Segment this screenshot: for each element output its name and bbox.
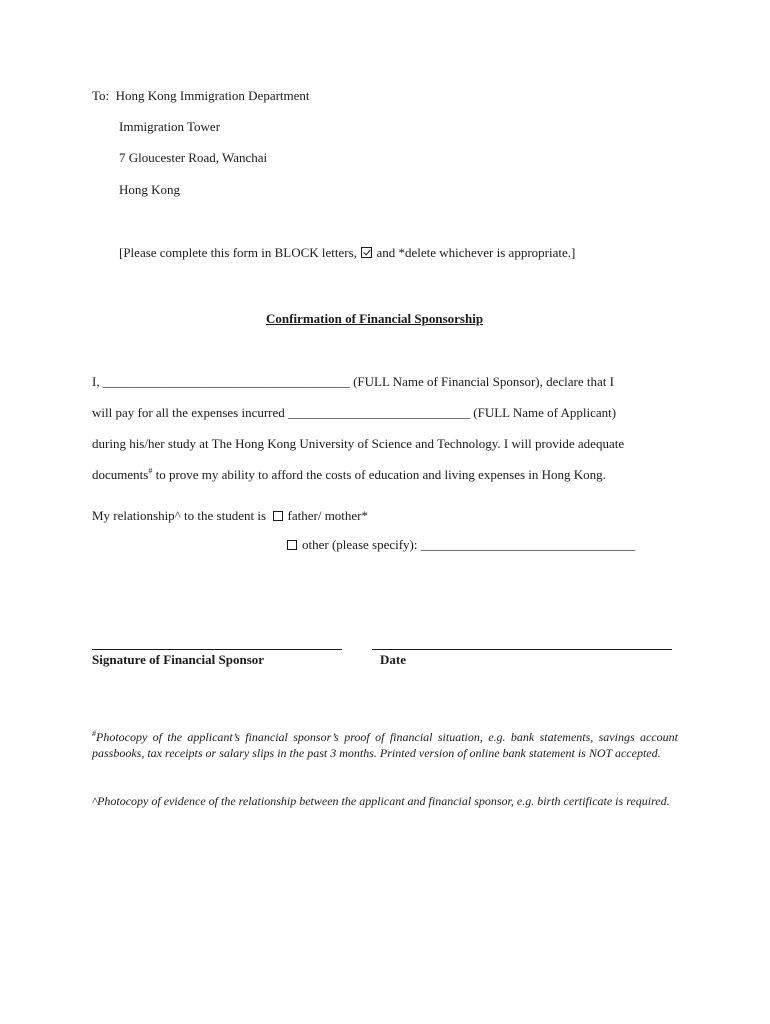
relationship-other-row <box>287 537 635 553</box>
signature-label: Signature of Financial Sponsor <box>92 652 265 667</box>
body-line-applicant: will pay for all the expenses incurred ____________________________ (FULL Name of Applicant) <box>92 405 617 420</box>
relationship-label: My relationship^ to the student is <box>92 508 267 523</box>
form-instruction <box>119 245 575 261</box>
option-father-mother-label: father/ mother* <box>287 508 369 523</box>
address-line-city: Hong Kong <box>119 182 181 197</box>
address-line-road: 7 Gloucester Road, Wanchai <box>119 150 268 165</box>
body-line-study: during his/her study at The Hong Kong University of Science and Technology. I will provide adequate <box>92 436 625 451</box>
option-other-label: other (please specify): _________________________________ <box>302 537 636 552</box>
signature-line[interactable] <box>92 649 342 650</box>
to-label: To: <box>92 88 110 103</box>
relationship-row <box>92 508 368 524</box>
hash-marker: # <box>148 466 153 476</box>
body-line-sponsor: I, ______________________________________ (FULL Name of Financial Sponsor), declare that I <box>92 374 614 389</box>
address-to <box>92 88 310 104</box>
footnote-relationship-proof: ^Photocopy of evidence of the relationship between the applicant and financial sponsor, e.g. birth certificate is required. <box>92 794 670 808</box>
instruction-text-after: and *delete whichever is appropriate.] <box>376 245 576 260</box>
footnote-hash-marker: # <box>92 729 96 738</box>
footnote-financial-proof-text: Photocopy of the applicant’s financial sponsor’s proof of financial situation, e.g. bank statements, savings account passbooks, tax receipts or salary slips in the past 3 months. Printed version of online bank statement is NOT accepted. <box>92 730 678 760</box>
address-line-department: Hong Kong Immigration Department <box>115 88 310 103</box>
checkbox-father-mother[interactable] <box>273 511 283 521</box>
checked-box-icon <box>361 247 372 258</box>
checkbox-other[interactable] <box>287 540 297 550</box>
date-label: Date <box>380 652 406 667</box>
address-line-tower: Immigration Tower <box>119 119 221 134</box>
instruction-text-before: [Please complete this form in BLOCK letters, <box>119 245 357 260</box>
document-title: Confirmation of Financial Sponsorship <box>266 311 484 326</box>
date-line[interactable] <box>372 649 672 650</box>
body-line-documents <box>92 467 606 483</box>
footnote-financial-proof <box>92 729 678 761</box>
documents-word: documents <box>92 467 149 482</box>
documents-rest: to prove my ability to afford the costs of education and living expenses in Hong Kong. <box>152 467 606 482</box>
